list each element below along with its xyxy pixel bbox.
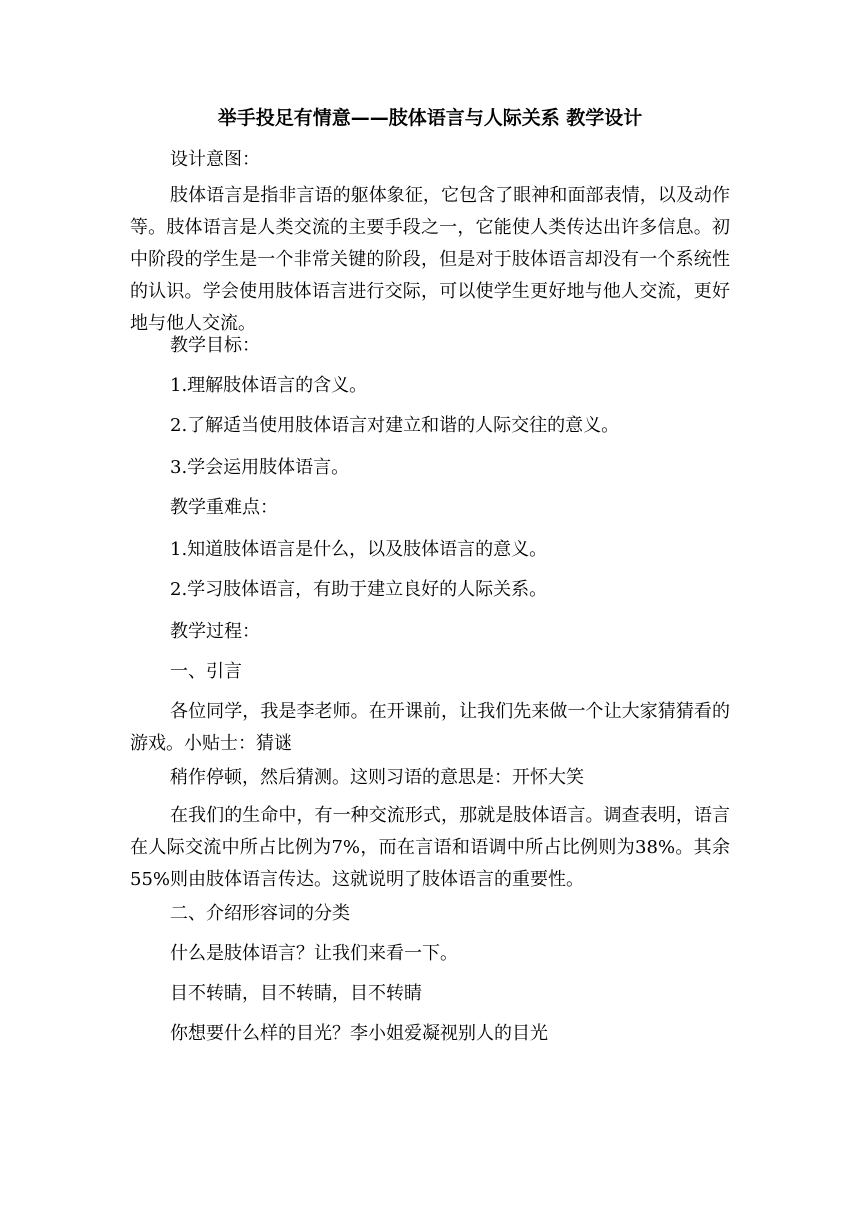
section-heading-teaching-process: 教学过程： [170,621,260,642]
document-title: 举手投足有情意——肢体语言与人际关系 教学设计 [217,107,643,129]
paragraph-introduction: 各位同学，我是李老师。在开课前，让我们先来做一个让大家猜猜看的游戏。小贴士：猜谜 [130,701,730,754]
section-heading-key-points: 教学重难点： [170,497,278,518]
goal-item-2: 2.了解适当使用肢体语言对建立和谐的人际交往的意义。 [170,415,620,436]
paragraph-design-intent: 肢体语言是指非言语的躯体象征，它包含了眼神和面部表情，以及动作等。肢体语言是人类交流的主要手段之一，它能使人类传达出许多信息。初中阶段的学生是一个非常关键的阶段，但是对于肢体语言却没有一个系统性的认识。学会使用肢体语言进行交际，可以使学生更好地与他人交流，更好地与他人交流。 [130,185,730,334]
paragraph-pause-guess: 稍作停顿，然后猜测。这则习语的意思是：开怀大笑 [170,767,584,788]
section-heading-design-intent: 设计意图： [170,149,260,170]
goal-item-3: 3.学会运用肢体语言。 [170,457,350,478]
subheading-adjective-categories: 二、介绍形容词的分类 [170,903,350,924]
paragraph-gaze-question: 你想要什么样的目光？李小姐爱凝视别人的目光 [170,1023,548,1044]
key-point-1: 1.知道肢体语言是什么，以及肢体语言的意义。 [170,539,548,560]
paragraph-what-is-body-language: 什么是肢体语言？让我们来看一下。 [170,943,458,964]
paragraph-body-language-stats: 在我们的生命中，有一种交流形式，那就是肢体语言。调查表明，语言在人际交流中所占比例为7%，而在言语和语调中所占比例则为38%。其余55%则由肢体语言传达。这就说明了肢体语言的重要性。 [130,805,730,890]
section-heading-teaching-goals: 教学目标： [170,335,260,356]
paragraph-idiom: 目不转睛，目不转睛，目不转睛 [170,983,422,1004]
subheading-introduction: 一、引言 [170,661,242,682]
key-point-2: 2.学习肢体语言，有助于建立良好的人际关系。 [170,579,548,600]
goal-item-1: 1.理解肢体语言的含义。 [170,375,368,396]
